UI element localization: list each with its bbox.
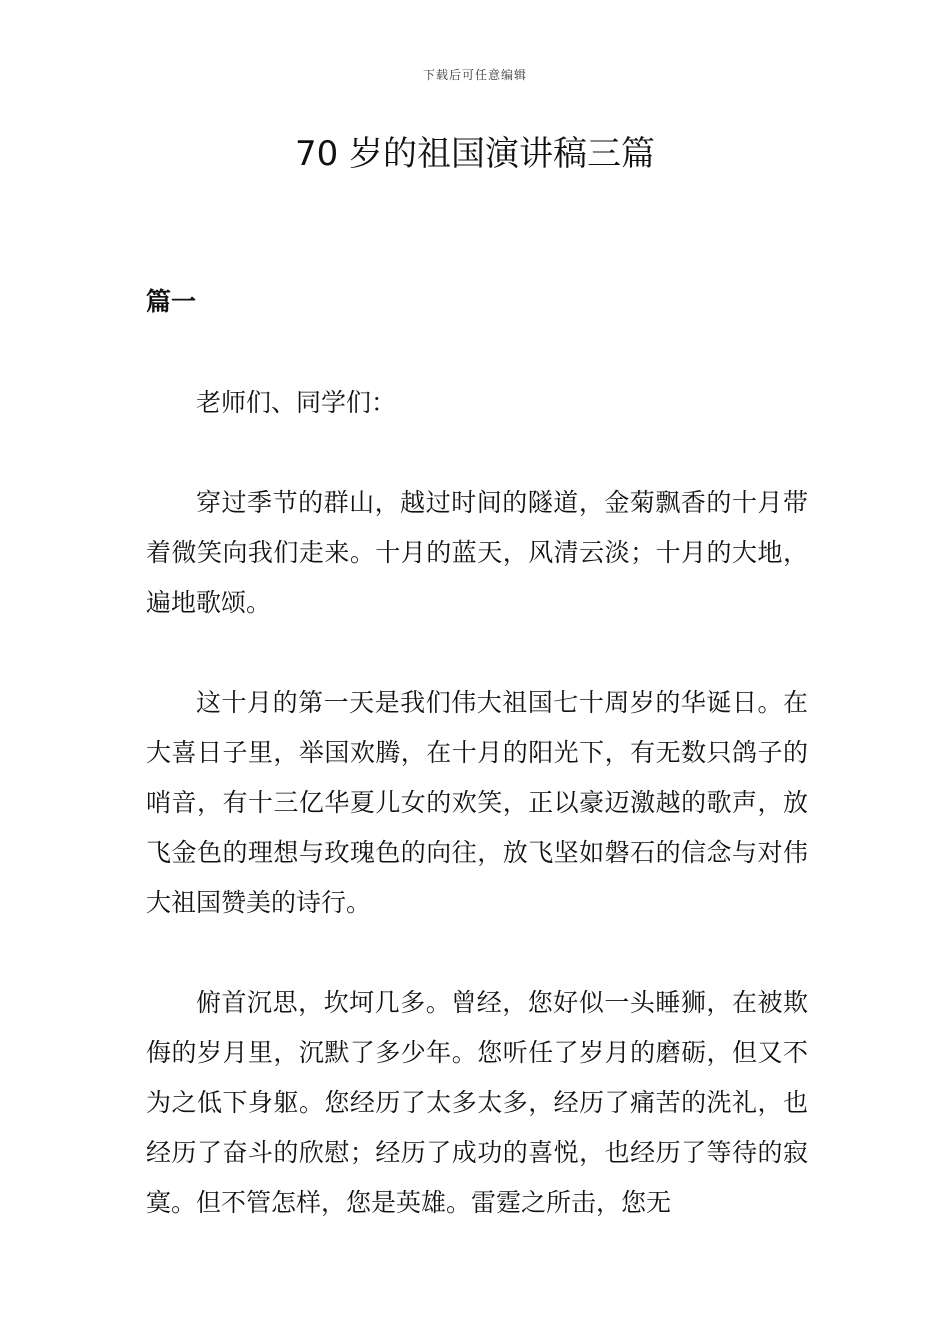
document-title: 70 岁的祖国演讲稿三篇 xyxy=(294,134,656,174)
section-heading: 篇一 xyxy=(146,287,197,316)
paragraph: 俯首沉思，坎坷几多。曾经，您好似一头睡狮，在被欺侮的岁月里，沉默了多少年。您听任了岁月的磨砺，但又不为之低下身躯。您经历了太多太多，经历了痛苦的洗礼，也经历了奋斗的欣慰；经历了成功的喜悦，也经历了等待的寂寞。但不管怎样，您是英雄。雷霆之所击，您无 xyxy=(146,988,808,1217)
document-body xyxy=(146,378,808,1228)
paragraph: 穿过季节的群山，越过时间的隧道，金菊飘香的十月带着微笑向我们走来。十月的蓝天，风清云淡；十月的大地，遍地歌颂。 xyxy=(146,488,808,617)
paragraph-salutation: 老师们、同学们： xyxy=(196,388,397,417)
paragraph: 这十月的第一天是我们伟大祖国七十周岁的华诞日。在大喜日子里，举国欢腾，在十月的阳光下，有无数只鸽子的哨音，有十三亿华夏儿女的欢笑，正以豪迈激越的歌声，放飞金色的理想与玫瑰色的向往，放飞坚如磐石的信念与对伟大祖国赞美的诗行。 xyxy=(146,688,808,917)
header-note: 下载后可任意编辑 xyxy=(422,68,527,82)
